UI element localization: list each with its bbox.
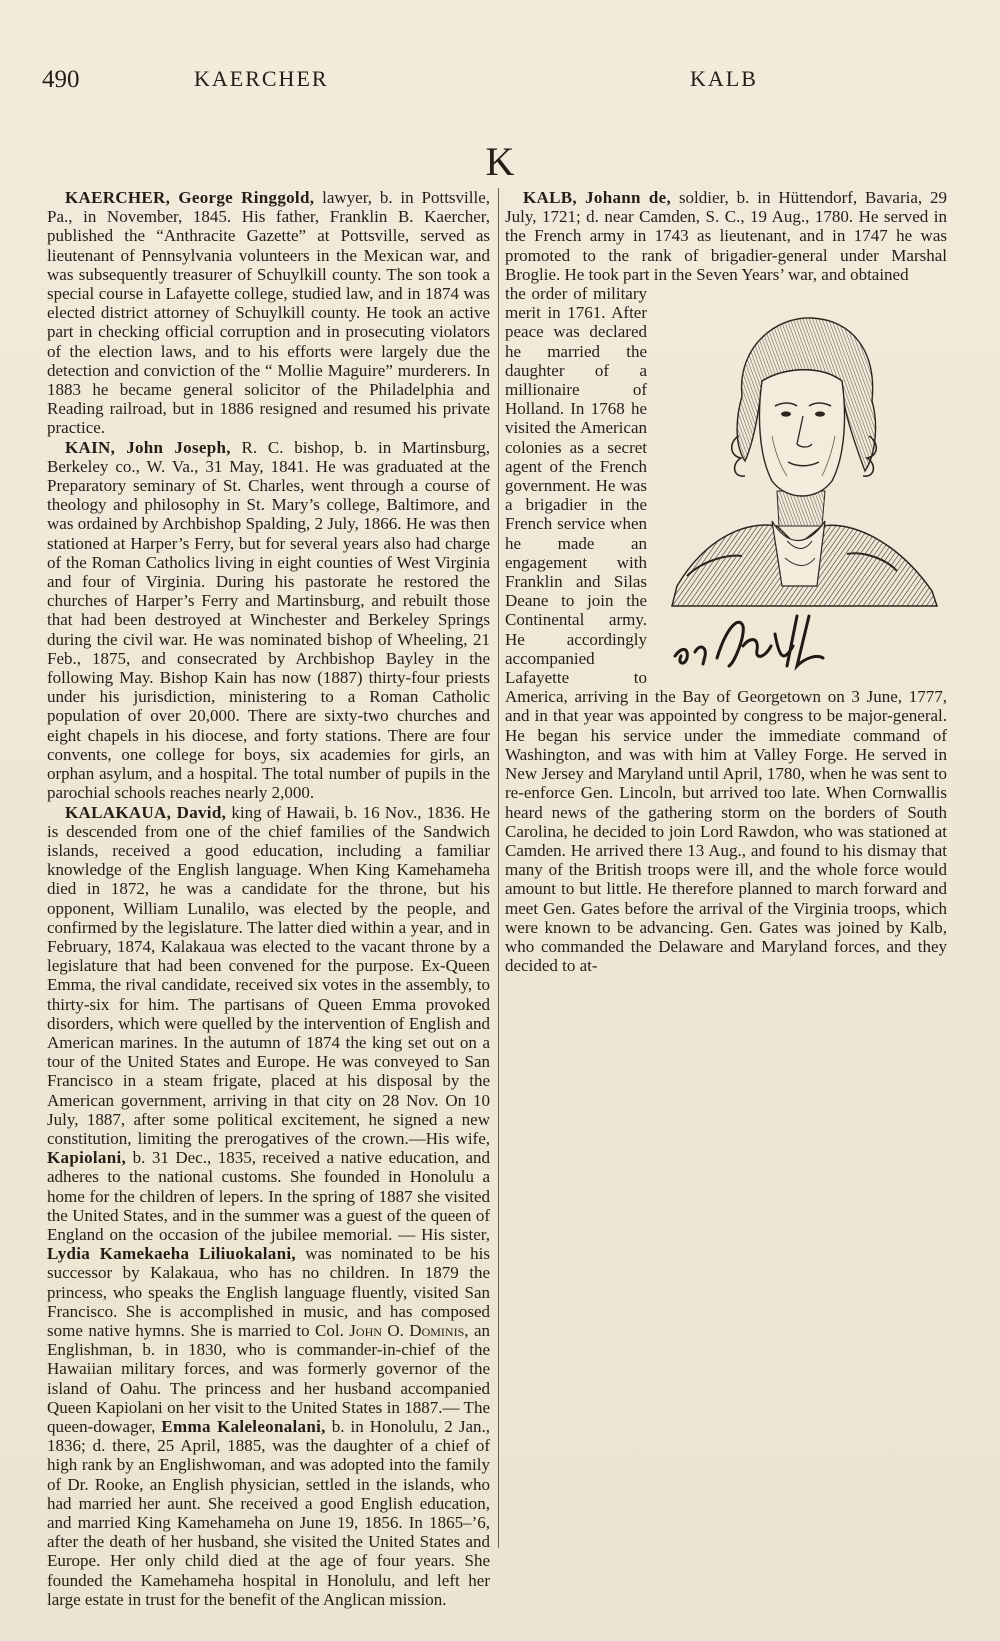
running-head-left: KAERCHER [194, 66, 329, 91]
left-column [47, 188, 490, 1609]
entry-kaercher [47, 188, 490, 438]
portrait-engraving-image [647, 286, 947, 681]
entry-text: the order of military merit in 1761. After peace was declared he married the daughter of a millionaire of Holland. In 1768 he visited the American colonies as a secret agent of the French government. He was a brigadier in the French service when he made an engagement with Franklin and Silas Deane to join the Continental army. He accordingly accompanied Lafayette to America, arriving in the Bay of Georgetown on 3 June, 1777, and in that year was appointed by congress to be major-general. He began his service under the immediate command of Washington, and was with him at Valley Forge. He served in New Jersey and Maryland until April, 1780, when he was sent to re-enforce Gen. Lincoln, but arrived too late. When Cornwallis heard news of the gathering storm on the borders of South Carolina, he decided to join Lord Rawdon, who was stationed at Camden. He arrived there 13 Aug., and found to his dismay that many of the British troops were ill, and the whole force would amount to but little. He therefore planned to march forward and meet Gen. Gates before the arrival of the Virginia troops, which were known to be advancing. Gen. Gates was joined by Kalb, who commanded the Delaware and Maryland forces, and they decided to at- [505, 284, 947, 976]
subject-name: John O. Dominis, [349, 1320, 469, 1340]
entry-text: was nominated to be his successor by Kalakaua, who has no children. In 1879 the princess, who speaks the English language fluently, visited San Francisco. She is accomplished in music, and has composed some native hymns. She is married to Col. [47, 1244, 490, 1340]
entry-kalb [505, 188, 947, 284]
running-header [42, 62, 960, 102]
entry-kalakaua [47, 803, 490, 1610]
right-column [505, 188, 947, 975]
entry-text: soldier, b. in Hüttendorf, Bavaria, 29 July, 1721; d. near Camden, S. C., 19 Aug., 1780. He served in the French army in 1743 as lieutenant, and in 1747 he was promoted to the rank of brigadier-general under Marshal Broglie. He took part in the Seven Years’ war, and obtained [505, 188, 948, 284]
entry-text: b. in Honolulu, 2 Jan., 1836; d. there, 25 April, 1885, was the daughter of a chief of high rank by an Englishwoman, and was adopted into the family of Dr. Rooke, an English physician, settled in the islands, who had married her aunt. She received a good English education, and married King Kamehameha on June 19, 1856. In 1865–’6, after the death of her husband, she visited the United States and Europe. Her only child died at the age of four years. She founded the Kamehameha hospital in Honolulu, and left her large estate in trust for the benefit of the Anglican mission. [47, 1417, 491, 1609]
page-number: 490 [42, 66, 80, 93]
entry-kain [47, 438, 490, 803]
subject-name: Kapiolani, [47, 1148, 127, 1168]
headword: KALB, Johann de, [523, 188, 672, 207]
section-letter: K [485, 139, 515, 184]
subject-name: Lydia Kamekaeha Liliuokalani, [47, 1244, 296, 1264]
headword: KAIN, John Joseph, [65, 437, 231, 457]
entry-text: b. 31 Dec., 1835, received a native education, and adheres to the national customs. She founded in Honolulu a home for the children of lepers. In the spring of 1887 she visited the United States, and in the summer was a guest of the queen of England on the occasion of the jubilee memorial. — His sister, [47, 1148, 490, 1244]
kalb-portrait [647, 286, 947, 681]
headword: KAERCHER, George Ringgold, [65, 188, 315, 207]
running-head-right: KALB [690, 66, 758, 91]
entry-text: lawyer, b. in Pottsville, Pa., in November, 1845. His father, Franklin B. Kaercher, published the “Anthracite Gazette” at Pottsville, served as lieutenant of Pennsylvania volunteers in the Mexican war, and was subsequently treasurer of Schuylkill county. The son took a special course in Lafayette college, studied law, and in 1874 was elected district attorney of Schuylkill county. He took an active part in checking official corruption and in prosecuting violators of the election laws, and to his efforts were largely due the detection and conviction of the “ Mollie Maguire” murderers. In 1883 he became general solicitor of the Philadelphia and Reading railroad, but in 1886 resigned and resumed his private practice. [47, 188, 490, 438]
subject-name: Emma Kaleleonalani, [161, 1417, 326, 1436]
entry-text: king of Hawaii, b. 16 Nov., 1836. He is descended from one of the chief families of the Sandwich islands, received a good education, including a familiar knowledge of the English language. When King Kamehameha died in 1872, he was a candidate for the throne, but his opponent, William Lunalilo, was elected by the people, and confirmed by the legislature. The latter died within a year, and in February, 1874, Kalakaua was elected to the vacant throne by a legislature that had been convened for the purpose. Ex-Queen Emma, the rival candidate, received six votes in the assembly, to thirty-six for him. The partisans of Queen Emma provoked disorders, which were quelled by the intervention of English and American marines. In the autumn of 1874 the king set out on a tour of the United States and Europe. He was conveyed to San Francisco in a steam frigate, placed at his disposal by the American government, arriving in that city on 28 Nov. On 10 July, 1887, after some political excitement, he signed a new constitution, limiting the prerogatives of the crown.—His wife, [47, 802, 490, 1148]
entry-text: R. C. bishop, b. in Martinsburg, Berkeley co., W. Va., 31 May, 1841. He was graduated at the Preparatory seminary of St. Charles, went through a course of theology and philosophy in St. Mary’s college, Baltimore, and was ordained by Archbishop Spalding, 2 July, 1866. He was then stationed at Harper’s Ferry, but for several years also had charge of the Roman Catholics living in eight counties of West Virginia and four of Virginia. During his pastorate he restored the churches of Harper’s Ferry and Martinsburg, and rebuilt those that had been destroyed at Winchester and Berkeley Springs during the civil war. He was nominated bishop of Wheeling, 21 Feb., 1875, and consecrated by Archbishop Bayley in the following May. Bishop Kain has now (1887) thirty-four priests under his jurisdiction, ministering to a Roman Catholic population of over 20,000. There are sixty-two churches and eight chapels in his diocese, and forty stations. There are four convents, one college for boys, six academies for girls, an orphan asylum, and a hospital. The total number of pupils in the parochial schools reaches nearly 2,000. [47, 437, 490, 803]
entry-text: an Englishman, b. in 1830, who is commander-in-chief of the Hawaiian military forces, and was formerly governor of the island of Oahu. The princess and her husband accompanied Queen Kapiolani on her visit to the United States in 1887.— The queen-dowager, [47, 1320, 491, 1436]
headword: KALAKAUA, David, [65, 802, 227, 822]
column-rule [498, 188, 499, 1548]
